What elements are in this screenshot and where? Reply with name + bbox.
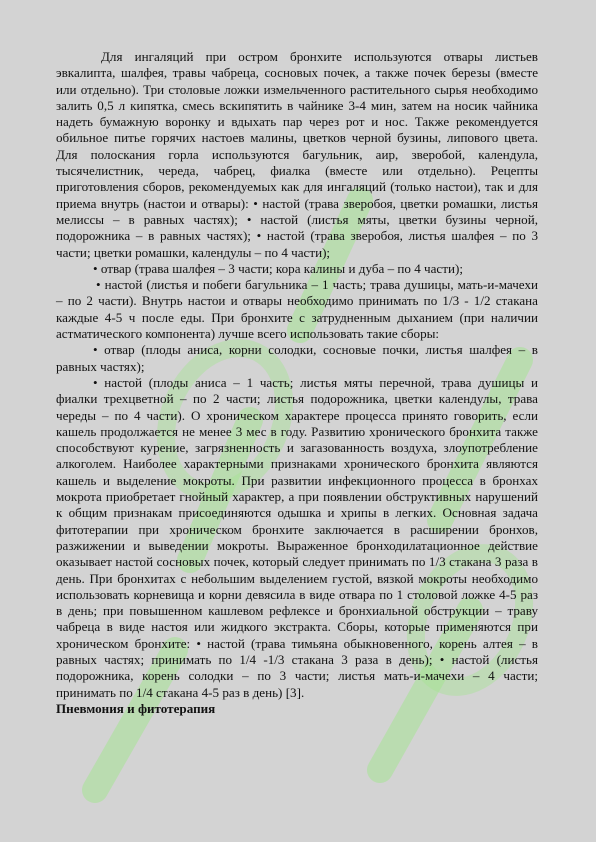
paragraph: • отвар (трава шалфея – 3 части; кора калины и дуба – по 4 части); xyxy=(93,260,463,276)
document-text xyxy=(56,49,538,717)
section-heading: Пневмония и фитотерапия xyxy=(56,700,216,716)
paragraph: • настой (листья и побеги багульника – 1 часть; трава душицы, мать-и-мачехи – по 2 части). Внутрь настои и отвары необходимо принимать по 1/3 - 1/2 стакана каждые 4-5 ч после еды. При бронхите с затрудненным дыханием (при наличии астматического компонента) лучше всего использовать такие сборы: xyxy=(56,277,538,342)
paragraph: Для ингаляций при остром бронхите используются отвары листьев эвкалипта, шалфея, травы чабреца, сосновых почек, а также почек березы (вместе или отдельно). Три столовые ложки измельченного растительного сырья необходимо залить 0,5 л кипятка, смесь вскипятить в чайнике 3-4 мин, затем на носик чайника надеть бумажную воронку и вдыхать пар через рот и нос. Также рекомендуется обильное питье горячих настоев малины, цветков черной бузины, липового цвета. Для полоскания горла используются багульник, аир, зверобой, календула, тысячелистник, череда, чабрец, фиалка (вместе или отдельно). Рецепты приготовления сборов, рекомендуемых как для ингаляций (только настои), так и для приема внутрь (настои и отвары): • настой (трава зверобоя, цветки ромашки, листья мелиссы – в равных частях); • настой (листья мяты, цветки бузины черной, подорожника – в равных частях); • настой (трава зверобоя, листья шалфея – по 3 части; цветки ромашки, календулы – по 4 части); xyxy=(56,49,538,260)
paragraph: • отвар (плоды аниса, корни солодки, сосновые почки, листья шалфея – в равных частях); xyxy=(56,342,538,374)
paragraph: • настой (плоды аниса – 1 часть; листья мяты перечной, трава душицы и фиалки трехцветной – по 2 части; листья подорожника, цветки календулы, трава череды – по 4 части). О хроническом характере процесса принято говорить, если кашель продолжается не менее 3 мес в году. Развитию хронического бронхита также способствуют курение, загрязненность и загазованность воздуха, злоупотребление алкоголем. Наиболее характерными признаками хронического бронхита являются кашель и выделение мокроты. При развитии инфекционного процесса в бронхах мокрота приобретает гнойный характер, а при появлении обструктивных нарушений к общим признакам присоединяются одышка и хрипы в легких. Основная задача фитотерапии при хроническом бронхите заключается в расширении бронхов, разжижении и выведении мокроты. Выраженное бронходилатационное действие оказывает настой сосновых почек, который следует принимать по 1/3 стакана 3 раза в день. При бронхитах с небольшим выделением густой, вязкой мокроты необходимо использовать корневища и корни девясила в виде отвара по 1 столовой ложке 4-5 раз в день; при повышенном кашлевом рефлексе и бронхиальной обструкции – траву чабреца в виде настоя или жидкого экстракта. Сборы, которые применяются при хроническом бронхите: • настой (трава тимьяна обыкновенного, корень алтея – в равных частях; принимать по 1/4 -1/3 стакана 3 раза в день); • настой (листья подорожника, корень солодки – по 3 части; листья мать-и-мачехи – 4 части; принимать по 1/4 стакана 4-5 раз в день) [3]. xyxy=(56,374,538,700)
